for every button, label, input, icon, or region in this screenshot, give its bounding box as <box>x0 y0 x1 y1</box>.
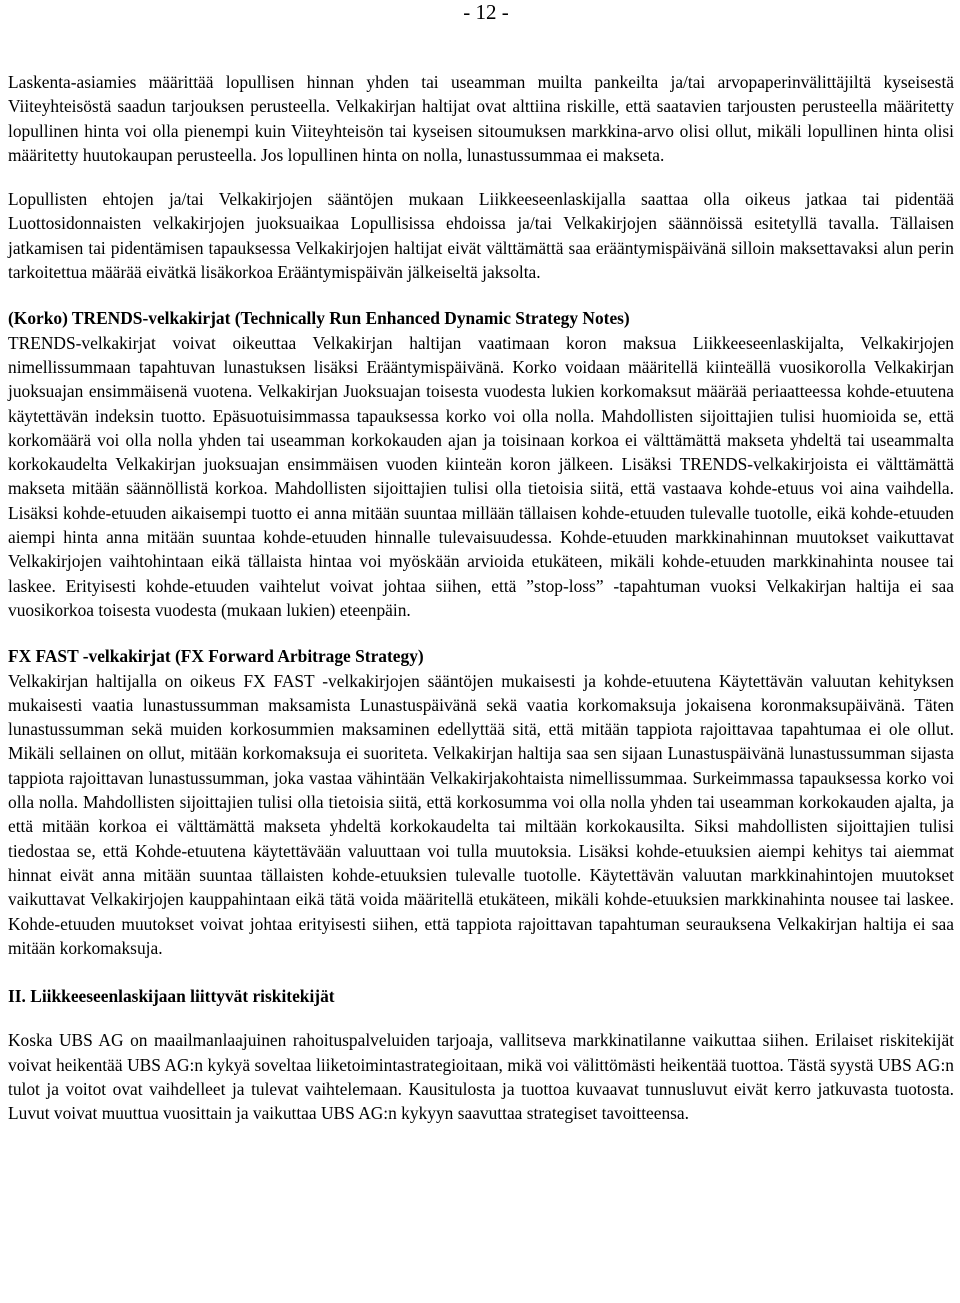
section-ii-heading: II. Liikkeeseenlaskijaan liittyvät riskitekijät <box>8 986 335 1007</box>
paragraph-final-price: Laskenta-asiamies määrittää lopullisen hinnan yhden tai useamman muilta pankeilta ja/tai arvopaperinvälittäjiltä kyseisestä Viiteyhteisöstä saadun tarjouksen perusteella. Velkakirjan haltijat ovat alttiina riskille, että saatavien tarjousten perusteella määritetty lopullinen hinta voi olla pienempi kuin Viiteyhteisön tai kyseisen sitoumuksen markkina-arvo olisi ollut, mikäli lopullinen hinta olisi määritetty huutokaupan perusteella. Jos lopullinen hinta on nolla, lunastussummaa ei makseta. <box>8 72 954 165</box>
trends-body: TRENDS-velkakirjat voivat oikeuttaa Velkakirjan haltijan vaatimaan koron maksua Liikkeeseenlaskijalta, Velkakirjojen nimellissummaan tapahtuvan lunastuksen lisäksi Erääntymispäivänä. Korko voidaan määritellä kiinteällä vuosikorolla Velkakirjan juoksuajan ensimmäisenä vuotena. Velkakirjan Juoksuajan toisesta vuodesta lukien korkomaksut määrää periaatteessa kohde-etuutena käytettävän indeksin tuotto. Epäsuotuisimmassa tapauksessa korko voi olla nolla. Mahdollisten sijoittajien tulisi huomioida se, että korkomäärä voi olla nolla yhden tai useamman korkokauden ajan ja toisinaan korkoa ei välttämättä makseta yhdeltä tai useammalta korkokaudelta Velkakirjan juoksuajan ensimmäisen vuoden kiinteän koron jälkeen. Lisäksi TRENDS-velkakirjoista ei välttämättä makseta mitään säännöllistä korkoa. Mahdollisten sijoittajien tulisi olla tietoisia siitä, että vastaava kohde-etuus voi aina vaihdella. Lisäksi kohde-etuuden aikaisempi tuotto ei anna mitään suuntaa millään tällaisen kohde-etuuden tulevalle tuotolle, eikä kohde-etuuden aiempi hinta anna mitään suuntaa kohde-etuuden hinnalle tulevaisuudessa. Kohde-etuuden markkinahinnan muutokset vaikuttavat Velkakirjojen vaihtohintaan eikä tällaista hintaa voi myöskään arvioida etukäteen, mikäli kohde-etuuden markkinahinta nousee tai laskee. Erityisesti kohde-etuuden vaihtelut voivat johtaa siihen, että ”stop-loss” -tapahtuman vuoksi Velkakirjan haltija ei saa vuosikorkoa toisesta vuodesta (mukaan lukien) eteenpäin. <box>8 332 954 620</box>
paragraph-maturity-extension: Lopullisten ehtojen ja/tai Velkakirjojen sääntöjen mukaan Liikkeeseenlaskijalla saattaa olla oikeus jatkaa tai pidentää Luottosidonnaisten velkakirjojen juoksuaikaa Lopullisissa ehdoissa ja/tai Velkakirjojen säännöissä esitetyllä tavalla. Tällaisen jatkamisen tai pidentämisen tapauksessa Velkakirjojen haltijat eivät välttämättä saa erääntymispäivänä silloin maksettavaksi alun perin tarkoitettua määrää eivätkä lisäkorkoa Erääntymispäivän jälkeiseltä jaksolta. <box>8 189 954 283</box>
page-number: - 12 - <box>463 0 509 24</box>
fxfast-body: Velkakirjan haltijalla on oikeus FX FAST -velkakirjojen sääntöjen mukaisesti ja kohde-etuutena Käytettävän valuutan kehityksen mukaisesti vaatia lunastussumman maksamista Lunastuspäivänä sekä vaatia korkomaksuja jokaisena koronmaksupäivänä. Täten lunastussumman sekä muiden korkosummien maksaminen edellyttää sitä, että mitään tappiota rajoittavaa tapahtumaa ei ole ollut. Mikäli sellainen on ollut, mitään korkomaksuja ei suoriteta. Velkakirjan haltija saa sen sijaan Lunastuspäivänä lunastussumman sijasta tappiota rajoittavan lunastussumman, joka vastaa vähintään Velkakirjakohtaista nimellissummaa. Surkeimmassa tapauksessa korko voi olla nolla. Mahdollisten sijoittajien tulisi olla tietoisia siitä, että korkosumma voi olla nolla yhden tai useamman korkokauden ajalta, ja että mitään korkoa ei välttämättä makseta yhdeltä korkokaudelta tai miltään korkokausilta. Siksi mahdollisten sijoittajien tulisi tiedostaa se, että Kohde-etuutena käytettävään valuuttaan voi tulla muutoksia. Lisäksi kohde-etuuksien aiempi kehitys tai aiemmat hinnat eivät anna mitään suuntaa tällaisten kohde-etuuksien tulevalle tuotolle. Käytettävän valuutan markkinahintojen muutokset vaikuttavat Velkakirjojen kauppahintaan eikä tätä voida määritellä etukäteen, mikäli kohde-etuuksien markkinahinta nousee tai laskee. Kohde-etuuden muutokset voivat johtaa erityisesti siihen, että tappiota rajoittavan tapahtuman seurauksena Velkakirjan haltija ei saa mitään korkomaksuja. <box>8 670 954 958</box>
trends-heading: (Korko) TRENDS-velkakirjat (Technically Run Enhanced Dynamic Strategy Notes) <box>8 308 630 329</box>
document-page <box>8 0 954 1126</box>
fxfast-heading: FX FAST -velkakirjat (FX Forward Arbitrage Strategy) <box>8 646 424 667</box>
section-ii-body: Koska UBS AG on maailmanlaajuinen rahoituspalveluiden tarjoaja, vallitseva markkinatilanne vaikuttaa siihen. Erilaiset riskitekijät voivat heikentää UBS AG:n kykyä soveltaa liiketoimintastrategioitaan, mikä voi välittömästi heikentää tuottoa. Tästä syystä UBS AG:n tulot ja voitot ovat vaihdelleet ja tulevat vaihtelemaan. Kausitulosta ja tuottoa kuvaavat tunnusluvut eivät kerro jatkuvasta tuotosta. Luvut voivat muuttua vuosittain ja vaikuttaa UBS AG:n kykyyn saavuttaa strategiset tavoitteensa. <box>8 1030 954 1124</box>
